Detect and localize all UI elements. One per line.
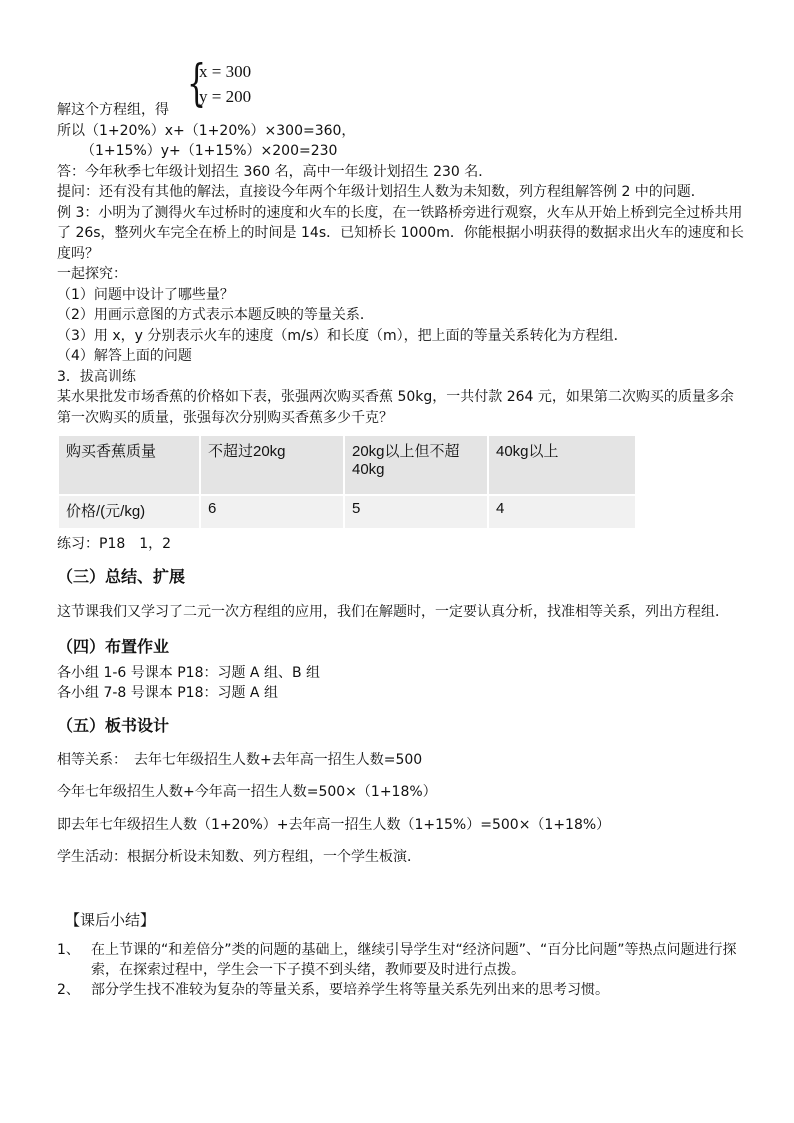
table-row: [58, 435, 636, 495]
example-3-text: 例 3：小明为了测得火车过桥时的速度和火车的长度，在一铁路桥旁进行观察，火车从开始上桥到完全过桥共用了 26s，整列火车完全在桥上的时间是 14s．已知桥长 1000m．你能根据小明获得的数据求出火车的速度和长度吗？: [57, 204, 744, 262]
table-cell: 购买香蕉质量: [58, 435, 200, 495]
afterclass-heading: 【课后小结】: [65, 910, 156, 929]
document-page: [57, 54, 747, 1000]
board-line: 即去年七年级招生人数（1+20%）+去年高一招生人数（1+15%）=500×（1+18%）: [57, 816, 611, 833]
table-row: [58, 495, 636, 529]
summary-text: 这节课我们又学习了二元一次方程组的应用，我们在解题时，一定要认真分析，找准相等关系，列出方程组．: [57, 603, 729, 620]
list-text: 部分学生找不准较为复杂的等量关系，要培养学生将等量关系先列出来的思考习惯。: [91, 982, 609, 998]
solution-line-2: （1+15%）y+（1+15%）×200=230: [81, 143, 338, 159]
board-line: 学生活动：根据分析设未知数、列方程组，一个学生板演．: [57, 849, 421, 865]
table-cell: 5: [344, 495, 488, 529]
explore-item: （4）解答上面的问题: [57, 348, 192, 364]
brace-symbol: {: [187, 54, 207, 112]
homework-item: 各小组 1-6 号课本 P18：习题 A 组、B 组: [57, 664, 321, 681]
table-cell: 不超过20kg: [200, 435, 344, 495]
equation-x: x = 300: [199, 62, 252, 81]
homework-heading: （四）布置作业: [57, 636, 170, 656]
practice-text: 练习：P18 1，2: [57, 536, 172, 552]
list-number: 2、: [57, 982, 80, 998]
banana-price-table: [57, 434, 637, 530]
list-text: 在上节课的“和差倍分”类的问题的基础上，继续引导学生对“经济问题”、“百分比问题”等热点问题进行探索，在探索过程中，学生会一下子摸不到头绪，教师要及时进行点拨。: [91, 942, 737, 978]
solution-intro: 解这个方程组，得: [57, 102, 169, 118]
question-text: 提问：还有没有其他的解法，直接设今年两个年级计划招生人数为未知数，列方程组解答例 2 中的问题．: [57, 184, 705, 200]
table-cell: 4: [488, 495, 636, 529]
board-line: 今年七年级招生人数+今年高一招生人数=500×（1+18%）: [57, 784, 437, 800]
table-cell: 40kg以上: [488, 435, 636, 495]
board-heading: （五）板书设计: [57, 715, 170, 735]
training-text: 某水果批发市场香蕉的价格如下表，张强两次购买香蕉 50kg，一共付款 264 元，如果第二次购买的质量多余第一次购买的质量，张强每次分别购买香蕉多少千克？: [57, 389, 734, 426]
summary-heading: （三）总结、扩展: [57, 566, 186, 586]
solution-line-1: 所以（1+20%）x+（1+20%）×300=360，: [57, 122, 356, 139]
list-number: 1、: [57, 942, 80, 958]
explore-item: （3）用 x，y 分别表示火车的速度（m/s）和长度（m），把上面的等量关系转化为方程组．: [57, 327, 628, 344]
explore-item: （2）用画示意图的方式表示本题反映的等量关系．: [57, 307, 374, 323]
training-title: 3．拔高训练: [57, 368, 136, 385]
table-cell: 价格/(元/kg): [58, 495, 200, 529]
equation-system: [187, 54, 307, 112]
explore-item: （1）问题中设计了哪些量？: [57, 286, 234, 303]
equation-y: y = 200: [199, 87, 252, 106]
table-cell: 20kg以上但不超40kg: [344, 435, 488, 495]
afterclass-item: [57, 980, 747, 1000]
board-line: 相等关系： 去年七年级招生人数+去年高一招生人数=500: [57, 751, 423, 768]
table-cell: 6: [200, 495, 344, 529]
answer-text: 答：今年秋季七年级计划招生 360 名，高中一年级计划招生 230 名．: [57, 163, 493, 180]
afterclass-item: [57, 940, 747, 980]
explore-title: 一起探究：: [57, 266, 127, 282]
homework-item: 各小组 7-8 号课本 P18：习题 A 组: [57, 685, 278, 701]
